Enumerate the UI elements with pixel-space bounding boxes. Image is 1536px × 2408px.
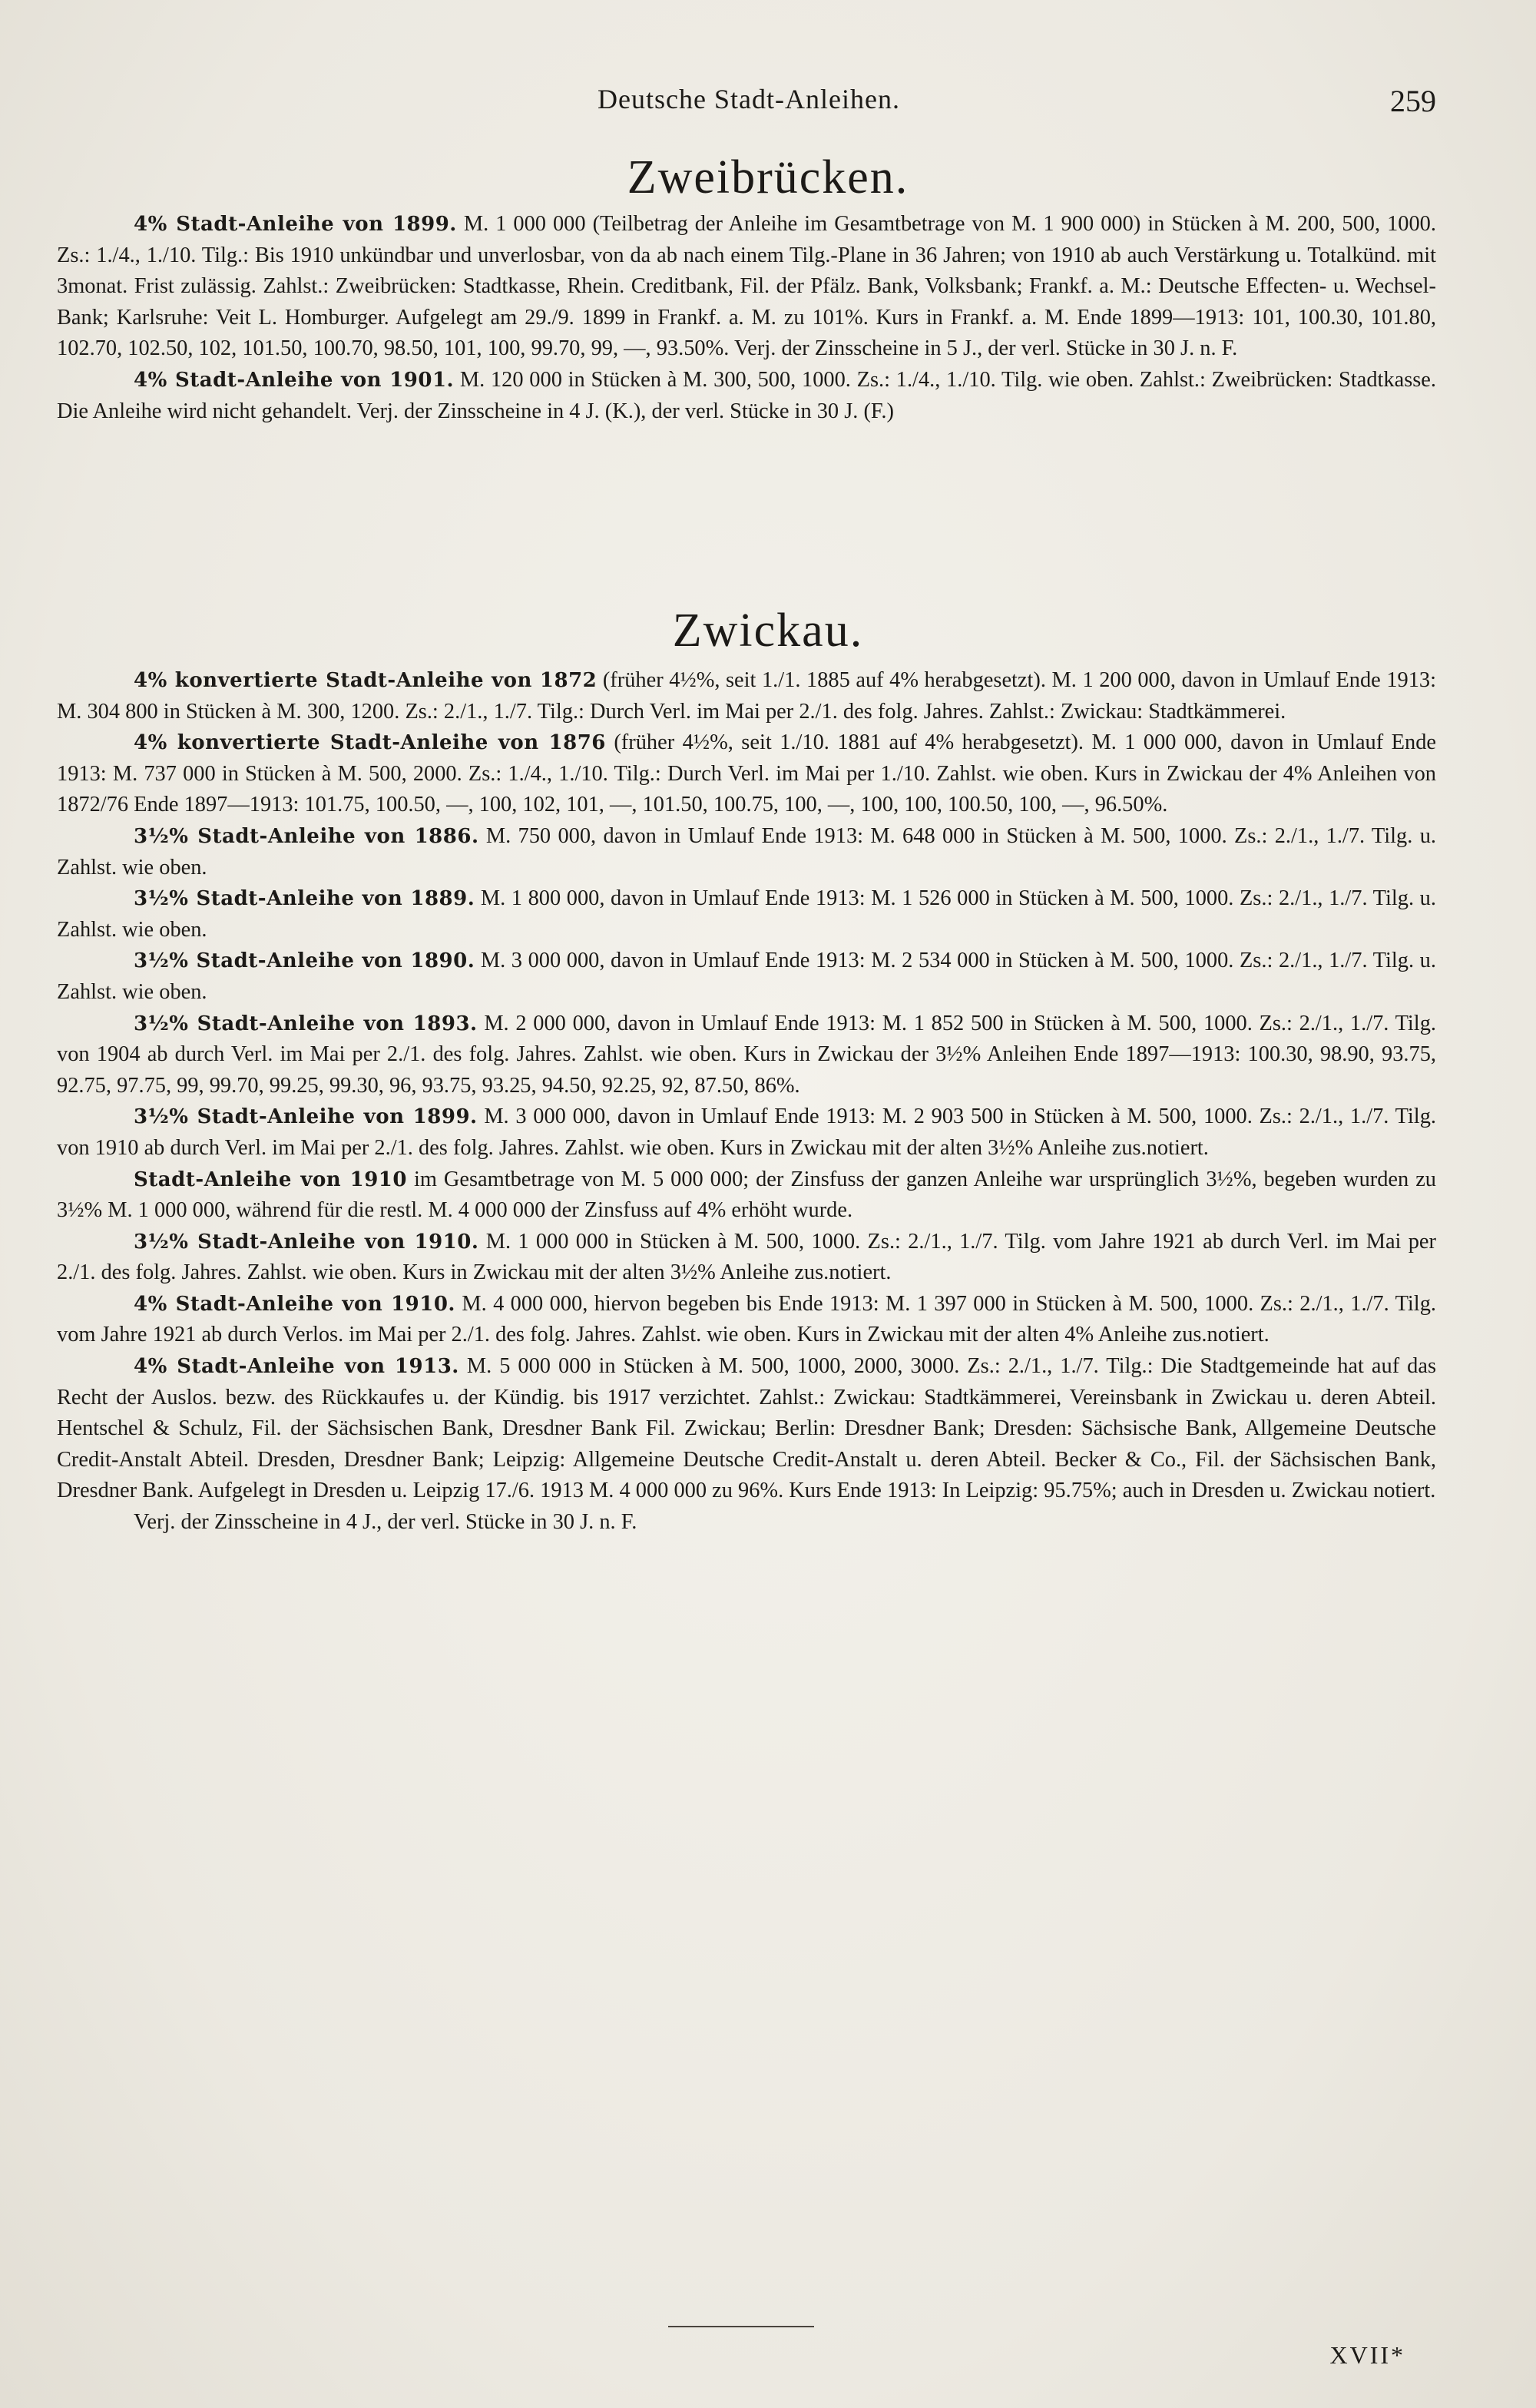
section-body-zwickau <box>57 665 1436 1539</box>
entry-paragraph <box>57 946 1436 1008</box>
entry-text: (früher 4½%, seit 1./1. 1885 auf 4% herabgesetzt). M. 1 200 000, davon in Umlauf Ende 1913: M. 304 800 in Stücken à M. 300, 1200. Zs.: 2./1., 1./7. Tilg.: Durch Verl. im Mai per 2./1. des folg. Jahres. Zahlst.: Zwickau: Stadtkämmerei. <box>57 668 1437 724</box>
entry-text: M. 1 000 000 (Teilbetrag der Anleihe im Gesamtbetrage von M. 1 900 000) in Stücken à M. 200, 500, 1000. Zs.: 1./4., 1./10. Tilg.: Bis 1910 unkündbar und unverlosbar, von da ab nach einem Tilg.-Plane in 36 Jahren; von 1910 ab auch Verstärkung u. Totalkünd. mit 3monat. Frist zulässig. Zahlst.: Zweibrücken: Stadtkasse, Rhein. Creditbank, Fil. der Pfälz. Bank, Volksbank; Frankf. a. M.: Deutsche Effecten- u. Wechsel-Bank; Karlsruhe: Veit L. Homburger. Aufgelegt am 29./9. 1899 in Frankf. a. M. zu 101%. Kurs in Frankf. a. M. Ende 1899—1913: 101, 100.30, 101.80, 102.70, 102.50, 102, 101.50, 100.70, 98.50, 101, 100, 99.70, 99, —, 93.50%. Verj. der Zinsscheine in 5 J., der verl. Stücke in 30 J. n. F. <box>57 212 1436 361</box>
entry-paragraph <box>57 1351 1436 1507</box>
entry-lead: 3½% Stadt-Anleihe von 1886. <box>134 824 479 848</box>
entry-text: Verj. der Zinsscheine in 4 J., der verl. Stücke in 30 J. n. F. <box>134 1510 637 1535</box>
entry-text: M. 3 000 000, davon in Umlauf Ende 1913: M. 2 534 000 in Stücken à M. 500, 1000. Zs.: 2./1., 1./7. Tilg. u. Zahlst. wie oben. <box>57 949 1436 1004</box>
entry-text: M. 750 000, davon in Umlauf Ende 1913: M. 648 000 in Stücken à M. 500, 1000. Zs.: 2./1., 1./7. Tilg. u. Zahlst. wie oben. <box>57 823 1436 879</box>
running-title: Deutsche Stadt-Anleihen. <box>598 84 900 114</box>
page-number: 259 <box>1390 84 1436 118</box>
entry-paragraph <box>57 1101 1436 1164</box>
entry-lead: 4% Stadt-Anleihe von 1913. <box>134 1355 459 1379</box>
entry-paragraph <box>57 821 1436 883</box>
entry-paragraph <box>57 1009 1436 1102</box>
entry-text: (früher 4½%, seit 1./10. 1881 auf 4% herabgesetzt). M. 1 000 000, davon in Umlauf Ende 1913: M. 737 000 in Stücken à M. 500, 2000. Zs.: 1./4., 1./10. Tilg.: Durch Verl. im Mai per 1./10. Zahlst. wie oben. Kurs in Zwickau der 4% Anleihen von 1872/76 Ende 1897—1913: 101.75, 100.50, —, 100, 102, 101, —, 101.50, 100.75, 100, —, 100, 100, 100.50, 100, —, 96.50%. <box>57 730 1436 817</box>
entry-lead: 4% Stadt-Anleihe von 1899. <box>134 213 457 236</box>
entry-lead: 3½% Stadt-Anleihe von 1899. <box>134 1105 478 1129</box>
entry-text: M. 3 000 000, davon in Umlauf Ende 1913: M. 2 903 500 in Stücken à M. 500, 1000. Zs.: 2./1., 1./7. Tilg. von 1910 ab durch Verl. im Mai per 2./1. des folg. Jahres. Zahlst. wie oben. Kurs in Zwickau mit der alten 3½% Anleihe zus.notiert. <box>57 1105 1436 1160</box>
entry-paragraph <box>57 209 1436 365</box>
entry-text: M. 2 000 000, davon in Umlauf Ende 1913: M. 1 852 500 in Stücken à M. 500, 1000. Zs.: 2./1., 1./7. Tilg. von 1904 ab durch Verl. im Mai per 2./1. des folg. Jahres. Zahlst. wie oben. Kurs in Zwickau der 3½% Anleihen Ende 1897—1913: 100.30, 98.90, 93.75, 92.75, 97.75, 99, 99.70, 99.25, 99.30, 96, 93.75, 93.25, 94.50, 92.25, 92, 87.50, 86%. <box>57 1011 1436 1098</box>
section-title-zweibruecken: Zweibrücken. <box>627 151 909 204</box>
entry-lead: 4% konvertierte Stadt-Anleihe von 1872 <box>134 669 598 692</box>
entry-text: M. 1 800 000, davon in Umlauf Ende 1913: M. 1 526 000 in Stücken à M. 500, 1000. Zs.: 2./1., 1./7. Tilg. u. Zahlst. wie oben. <box>57 886 1436 942</box>
entry-text: M. 4 000 000, hiervon begeben bis Ende 1913: M. 1 397 000 in Stücken à M. 500, 1000. Zs.: 2./1., 1./7. Tilg. vom Jahre 1921 ab durch Verlos. im Mai per 2./1. des folg. Jahres. Zahlst. wie oben. Kurs in Zwickau mit der alten 4% Anleihe zus.notiert. <box>57 1291 1436 1347</box>
entry-lead: Stadt-Anleihe von 1910 <box>134 1168 407 1191</box>
running-head <box>61 83 1436 126</box>
entry-text: M. 5 000 000 in Stücken à M. 500, 1000, 2000, 3000. Zs.: 2./1., 1./7. Tilg.: Die Stadtgemeinde hat auf das Recht der Auslos. bezw. des Rückkaufes u. der Kündig. bis 1917 verzichtet. Zahlst.: Zwickau: Stadtkämmerei, Vereinsbank in Zwickau u. deren Abteil. Hentschel & Schulz, Fil. der Sächsischen Bank, Dresdner Bank Fil. Zwickau; Berlin: Dresdner Bank; Dresden: Sächsische Bank, Allgemeine Deutsche Credit-Anstalt Abteil. Dresden, Dresdner Bank; Leipzig: Allgemeine Deutsche Credit-Anstalt u. deren Abteil. Becker & Co., Fil. der Sächsischen Bank, Dresdner Bank. Aufgelegt in Dresden u. Leipzig 17./6. 1913 M. 4 000 000 zu 96%. Kurs Ende 1913: In Leipzig: 95.75%; auch in Dresden u. Zwickau notiert. <box>57 1354 1436 1503</box>
entry-lead: 4% konvertierte Stadt-Anleihe von 1876 <box>134 731 606 755</box>
entry-paragraph <box>57 1289 1436 1351</box>
section-title-zwickau: Zwickau. <box>672 604 864 657</box>
entry-text: M. 120 000 in Stücken à M. 300, 500, 1000. Zs.: 1./4., 1./10. Tilg. wie oben. Zahlst.: Zweibrücken: Stadtkasse. Die Anleihe wird nicht gehandelt. Verj. der Zinsscheine in 4 J. (K.), der verl. Stücke in 30 J. (F.) <box>57 367 1436 423</box>
closing-rule <box>668 2326 814 2327</box>
entry-paragraph <box>57 1164 1436 1227</box>
entry-lead: 3½% Stadt-Anleihe von 1893. <box>134 1012 478 1035</box>
entry-paragraph <box>57 365 1436 427</box>
entry-paragraph <box>57 1507 1436 1539</box>
entry-lead: 4% Stadt-Anleihe von 1901. <box>134 368 455 392</box>
entry-lead: 3½% Stadt-Anleihe von 1889. <box>134 887 475 911</box>
entry-paragraph <box>57 665 1436 727</box>
entry-lead: 3½% Stadt-Anleihe von 1890. <box>134 949 475 973</box>
signature-mark: XVII* <box>1329 2341 1405 2369</box>
entry-text: im Gesamtbetrage von M. 5 000 000; der Zinsfuss der ganzen Anleihe war ursprünglich 3½%, begeben wurden zu 3½% M. 1 000 000, während für die restl. M. 4 000 000 der Zinsfuss auf 4% erhöht wurde. <box>57 1167 1436 1223</box>
entry-paragraph <box>57 1227 1436 1289</box>
entry-paragraph <box>57 727 1436 821</box>
entry-lead: 3½% Stadt-Anleihe von 1910. <box>134 1230 479 1254</box>
entry-lead: 4% Stadt-Anleihe von 1910. <box>134 1292 455 1316</box>
entry-paragraph <box>57 883 1436 946</box>
section-body-zweibruecken <box>57 209 1436 427</box>
entry-text: M. 1 000 000 in Stücken à M. 500, 1000. Zs.: 2./1., 1./7. Tilg. vom Jahre 1921 ab durch Verl. im Mai per 2./1. des folg. Jahres. Zahlst. wie oben. Kurs in Zwickau mit der alten 3½% Anleihe zus.notiert. <box>57 1229 1436 1285</box>
